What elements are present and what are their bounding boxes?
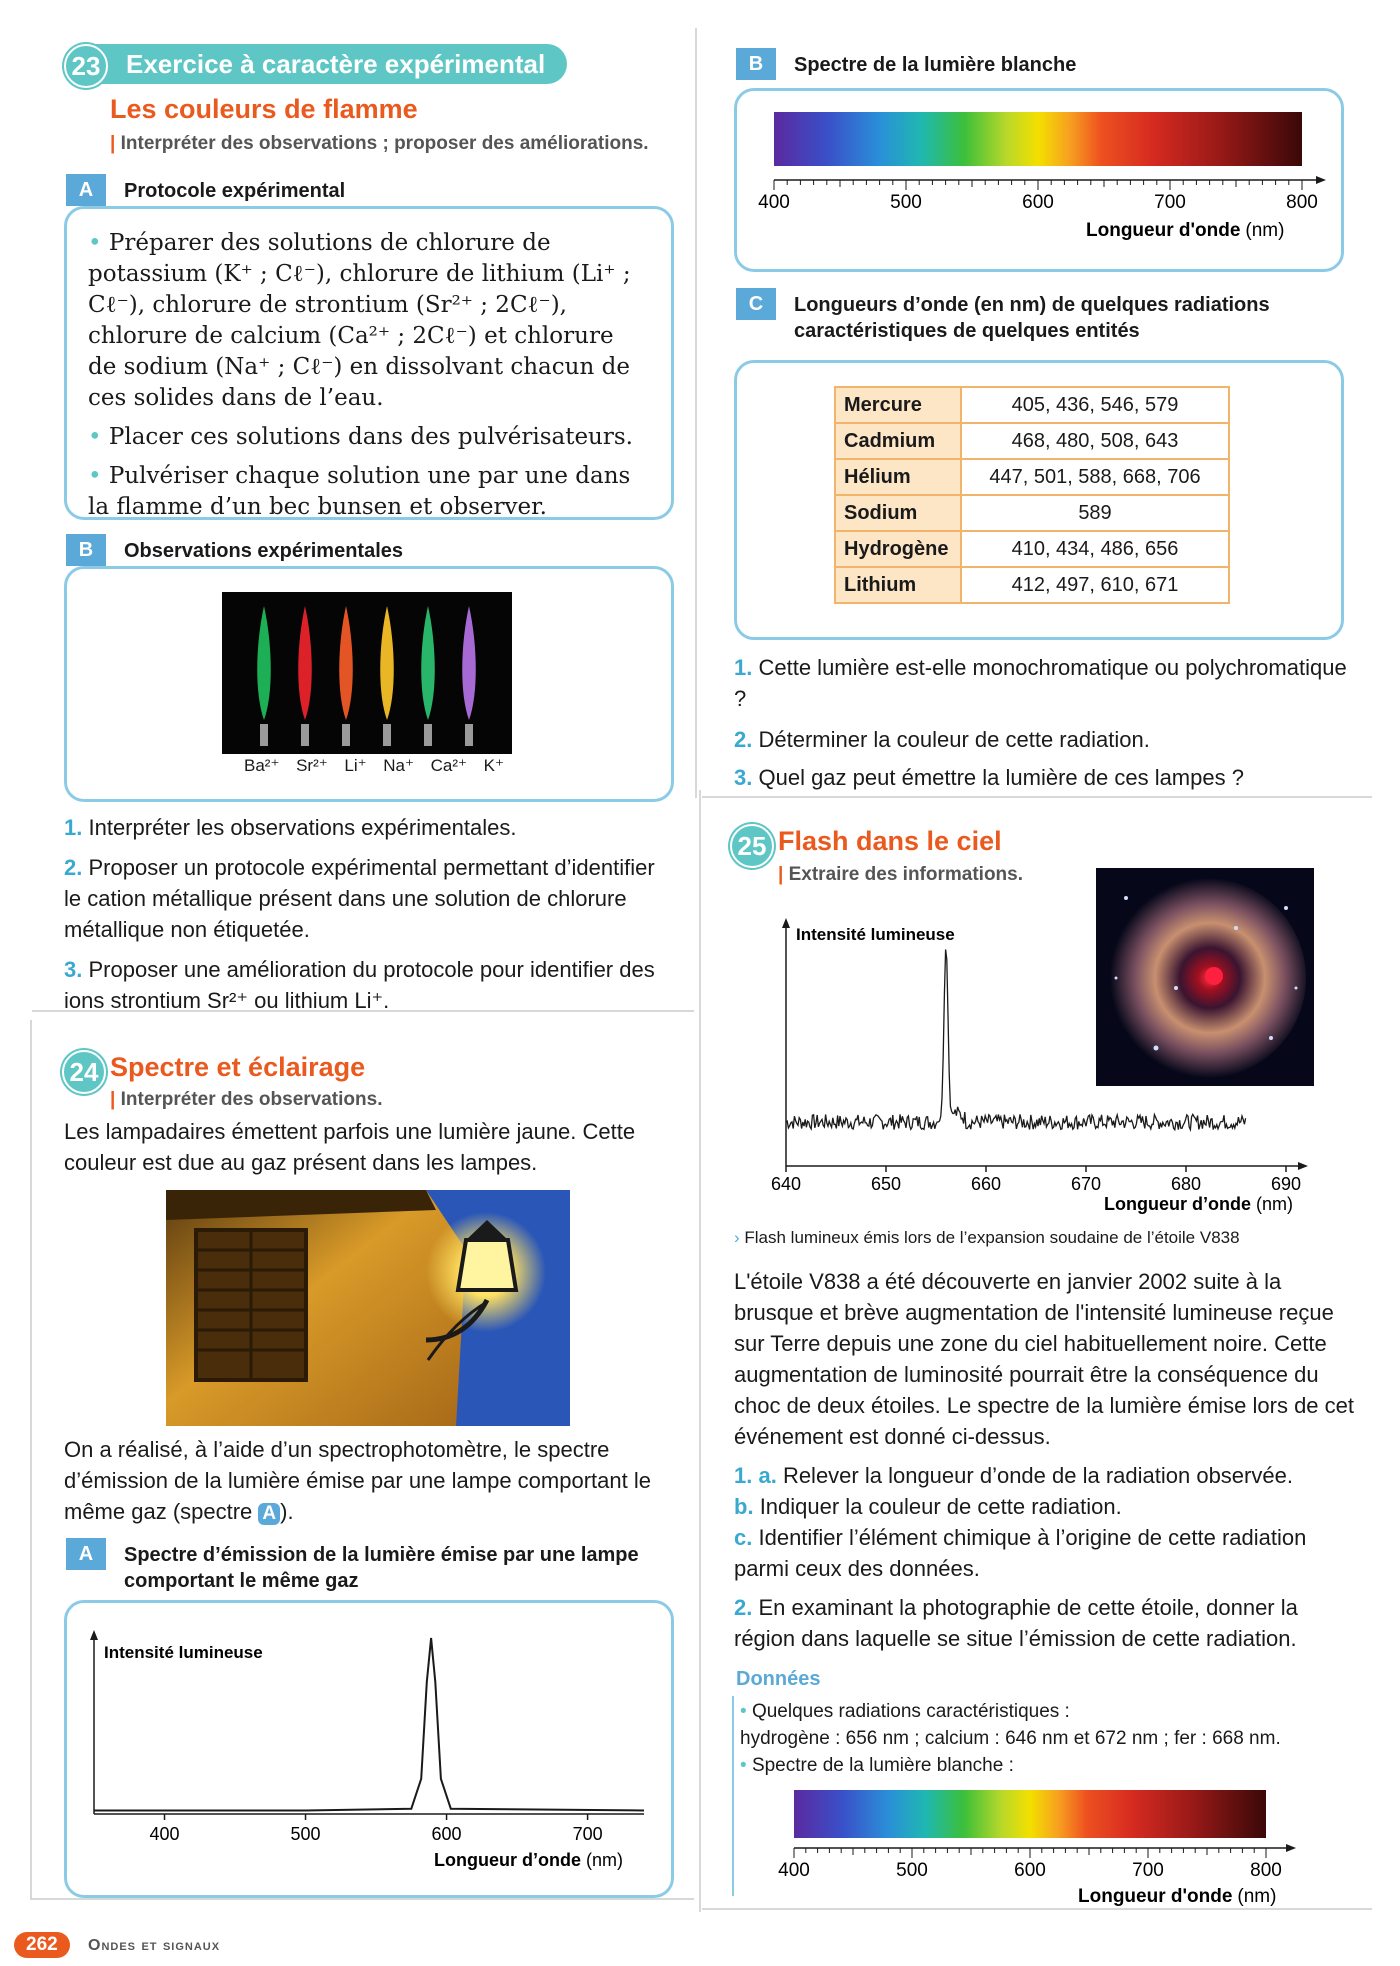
values-cell: 468, 480, 508, 643 — [961, 423, 1229, 459]
element-cell: Sodium — [835, 495, 961, 531]
ion-label: K⁺ — [483, 756, 504, 775]
protocol-step-3: • Pulvériser chaque solution une par une dans la flamme d’un bec bunsen et observer. — [88, 463, 631, 520]
burner-nozzle — [342, 724, 350, 746]
ex24-docA-heading: Spectre d’émission de la lumière émise par une lampe comportant le même gaz — [124, 1544, 639, 1592]
values-cell: 447, 501, 588, 668, 706 — [961, 459, 1229, 495]
element-cell: Hydrogène — [835, 531, 961, 567]
donnees-line: hydrogène : 656 nm ; calcium : 646 nm et 672 nm ; fer : 668 nm. — [740, 1728, 1281, 1749]
flash-spectrum-chart — [760, 914, 1320, 1226]
table-row — [835, 423, 1229, 459]
flame — [339, 606, 353, 720]
ex23-banner: Exercice à caractère expérimental — [90, 44, 567, 84]
x-axis-label: Longueur d’onde (nm) — [1104, 1194, 1293, 1214]
tick-label: 800 — [1250, 1860, 1282, 1881]
tick-label: 700 — [1154, 192, 1186, 213]
protocol-step-2: • Placer ces solutions dans des pulvérisateurs. — [88, 424, 633, 450]
tick-label: 800 — [1286, 192, 1318, 213]
ex23-number: 23 — [64, 44, 108, 88]
table-row — [835, 387, 1229, 423]
x-axis-arrow — [1298, 1162, 1308, 1170]
wavelength-table — [834, 386, 1230, 604]
protocol-step-1: • Préparer des solutions de chlorure de potassium (K⁺ ; Cℓ⁻), chlorure de lithium (Li⁺ ; Cℓ⁻), chlorure de strontium (Sr²⁺ ; 2Cℓ⁻), chlorure de calcium (Ca²⁺ ; 2Cℓ⁻) et chlorure de sodium (Na⁺ ; Cℓ⁻) en dissolvant chacun de ces solides dans de l’eau. — [88, 230, 631, 411]
tick-label: 660 — [970, 1174, 1002, 1194]
ion-labels — [244, 756, 504, 776]
values-cell: 410, 434, 486, 656 — [961, 531, 1229, 567]
page-number: 262 — [14, 1932, 70, 1958]
donnees-title: Données — [736, 1668, 821, 1690]
ex24-title: Spectre et éclairage — [110, 1052, 366, 1082]
ion-label: Ca²⁺ — [430, 756, 468, 775]
ex25-number: 25 — [730, 824, 774, 868]
white-light-spectrum — [774, 112, 1302, 166]
flame — [257, 606, 271, 720]
donnees-line: • Quelques radiations caractéristiques : — [740, 1701, 1070, 1722]
exercise-divider-24-25 — [702, 796, 1372, 798]
flash-curve — [786, 950, 1246, 1130]
element-cell: Hélium — [835, 459, 961, 495]
ex24-paragraph: On a réalisé, à l’aide d’un spectrophotomètre, le spectre d’émission de la lumière émise par une lampe comportant le même gaz (spectre A ). — [64, 1437, 651, 1524]
spectrum-axis-arrow — [1316, 176, 1326, 184]
ex23-question-2: 2. Proposer un protocole expérimental permettant d’identifier le cation métallique présent dans une solution de chlorure métallique non étiquetée. — [64, 855, 655, 942]
table-row — [835, 567, 1229, 603]
table-row — [835, 531, 1229, 567]
ion-label: Na⁺ — [383, 756, 414, 775]
section-name: Ondes et signaux — [88, 1937, 221, 1954]
ex23-docB-heading: Observations expérimentales — [124, 540, 404, 562]
bottom-rule-left — [30, 1898, 694, 1900]
values-cell: 412, 497, 610, 671 — [961, 567, 1229, 603]
ex23-docA-heading: Protocole expérimental — [124, 180, 346, 202]
element-cell: Cadmium — [835, 423, 961, 459]
donnees-text — [740, 1698, 1350, 1779]
column-divider-lower — [699, 790, 701, 1912]
tick-label: 700 — [572, 1824, 603, 1844]
values-cell: 589 — [961, 495, 1229, 531]
ex25-question-1c: c. Identifier l’élément chimique à l’origine de cette radiation parmi ceux des données. — [734, 1525, 1307, 1581]
emission-spectrum-chart — [84, 1618, 664, 1874]
tick-label: 400 — [758, 192, 790, 213]
ex23-question-1: 1. Interpréter les observations expérimentales. — [64, 815, 517, 840]
spectre-A-ref: A — [258, 1503, 280, 1525]
donnees-white-spectrum — [794, 1790, 1266, 1838]
table-row — [835, 459, 1229, 495]
flash-caption: › Flash lumineux émis lors de l’expansion soudaine de l’étoile V838 — [734, 1228, 1240, 1247]
ex23-question-3: 3. Proposer une amélioration du protocole pour identifier des ions strontium Sr²⁺ ou lithium Li⁺. — [64, 957, 655, 1013]
ex23-skill: | Interpréter des observations ; proposer des améliorations. — [110, 133, 649, 154]
ex24-skill: | Interpréter des observations. — [110, 1089, 383, 1110]
ion-label: Li⁺ — [344, 756, 367, 775]
ex25-paragraph: L'étoile V838 a été découverte en janvier 2002 suite à la brusque et brève augmentation de l'intensité lumineuse reçue sur Terre depuis une zone du ciel habituellement noire. Cette augmentation de luminosité pourrait être la conséquence du choc de deux étoiles. Le spectre de la lumière émise lors de cet événement est donné ci-dessus. — [734, 1269, 1354, 1449]
ex24-docC-heading: Longueurs d’onde (en nm) de quelques radiations caractéristiques de quelques entités — [794, 294, 1270, 342]
donnees-line: • Spectre de la lumière blanche : — [740, 1755, 1014, 1776]
ex24-number: 24 — [62, 1050, 106, 1094]
x-axis-label: Longueur d’onde (nm) — [434, 1850, 623, 1870]
tick-label: 650 — [870, 1174, 902, 1194]
burner-nozzle — [424, 724, 432, 746]
tick-label: 600 — [1022, 192, 1054, 213]
flame-photo-svg — [222, 592, 512, 754]
tick-label: 400 — [778, 1860, 810, 1881]
tick-label: 690 — [1270, 1174, 1302, 1194]
values-cell: 405, 436, 546, 579 — [961, 387, 1229, 423]
street-lamp-photo — [166, 1190, 570, 1426]
ex24-question-3: 3. Quel gaz peut émettre la lumière de ces lampes ? — [734, 765, 1244, 790]
ex24-question-2: 2. Déterminer la couleur de cette radiation. — [734, 727, 1150, 752]
street-lamp-svg — [166, 1190, 570, 1426]
ex25-title: Flash dans le ciel — [778, 826, 1002, 856]
element-cell: Mercure — [835, 387, 961, 423]
tick-label: 670 — [1070, 1174, 1102, 1194]
ex24-docB-heading: Spectre de la lumière blanche — [794, 54, 1077, 76]
white-spectrum-xlabel: Longueur d'onde (nm) — [1086, 220, 1285, 241]
element-cell: Lithium — [835, 567, 961, 603]
emission-curve — [94, 1638, 644, 1811]
ex24-docB-tag: B — [736, 48, 776, 80]
flame — [298, 606, 312, 720]
tick-label: 600 — [431, 1824, 462, 1844]
flame-photo — [222, 592, 512, 754]
tick-label: 500 — [896, 1860, 928, 1881]
column-divider — [695, 28, 697, 798]
y-axis-label: Intensité lumineuse — [104, 1643, 263, 1662]
ex23-docB-tag: B — [66, 534, 106, 566]
burner-nozzle — [301, 724, 309, 746]
white-spectrum-axis — [754, 172, 1334, 242]
ex24-docA-tag: A — [66, 1538, 106, 1570]
tick-label: 700 — [1132, 1860, 1164, 1881]
ex25-skill: | Extraire des informations. — [778, 864, 1024, 885]
tick-label: 600 — [1014, 1860, 1046, 1881]
donnees-rule — [732, 1696, 734, 1896]
ex24-question-1: 1. Cette lumière est-elle monochromatique ou polychromatique ? — [734, 655, 1347, 711]
burner-nozzle — [383, 724, 391, 746]
tick-label: 640 — [770, 1174, 802, 1194]
ion-label: Sr²⁺ — [296, 756, 328, 775]
flame — [380, 606, 394, 720]
burner-nozzle — [260, 724, 268, 746]
ex24-intro: Les lampadaires émettent parfois une lumière jaune. Cette couleur est due au gaz présent dans les lampes. — [64, 1119, 636, 1175]
y-axis-arrow — [90, 1630, 98, 1640]
donnees-spectrum-xlabel: Longueur d'onde (nm) — [1078, 1886, 1277, 1907]
y-axis-label: Intensité lumineuse — [796, 925, 955, 944]
y-axis-arrow — [782, 918, 790, 928]
burner-nozzle — [465, 724, 473, 746]
ex23-title: Les couleurs de flamme — [110, 94, 418, 124]
ex23-docA-tag: A — [66, 174, 106, 206]
left-margin-rule — [30, 1020, 32, 1900]
ex23-protocol-text — [88, 228, 648, 523]
tick-label: 680 — [1170, 1174, 1202, 1194]
flame — [462, 606, 476, 720]
flame — [421, 606, 435, 720]
ex25-question-2: 2. En examinant la photographie de cette étoile, donner la région dans laquelle se situe l’émission de cette radiation. — [734, 1595, 1298, 1651]
tick-label: 500 — [890, 192, 922, 213]
ex24-docC-tag: C — [736, 288, 776, 320]
tick-label: 400 — [149, 1824, 180, 1844]
ex25-question-1b: b. Indiquer la couleur de cette radiation. — [734, 1494, 1122, 1519]
ion-label: Ba²⁺ — [244, 756, 280, 775]
table-row — [835, 495, 1229, 531]
tick-label: 500 — [290, 1824, 321, 1844]
donnees-spectrum-axis — [776, 1840, 1306, 1908]
ex25-question-1a: 1. a. Relever la longueur d’onde de la radiation observée. — [734, 1463, 1293, 1488]
spectrum-axis-arrow — [1286, 1844, 1296, 1852]
bottom-rule-right — [702, 1908, 1372, 1910]
